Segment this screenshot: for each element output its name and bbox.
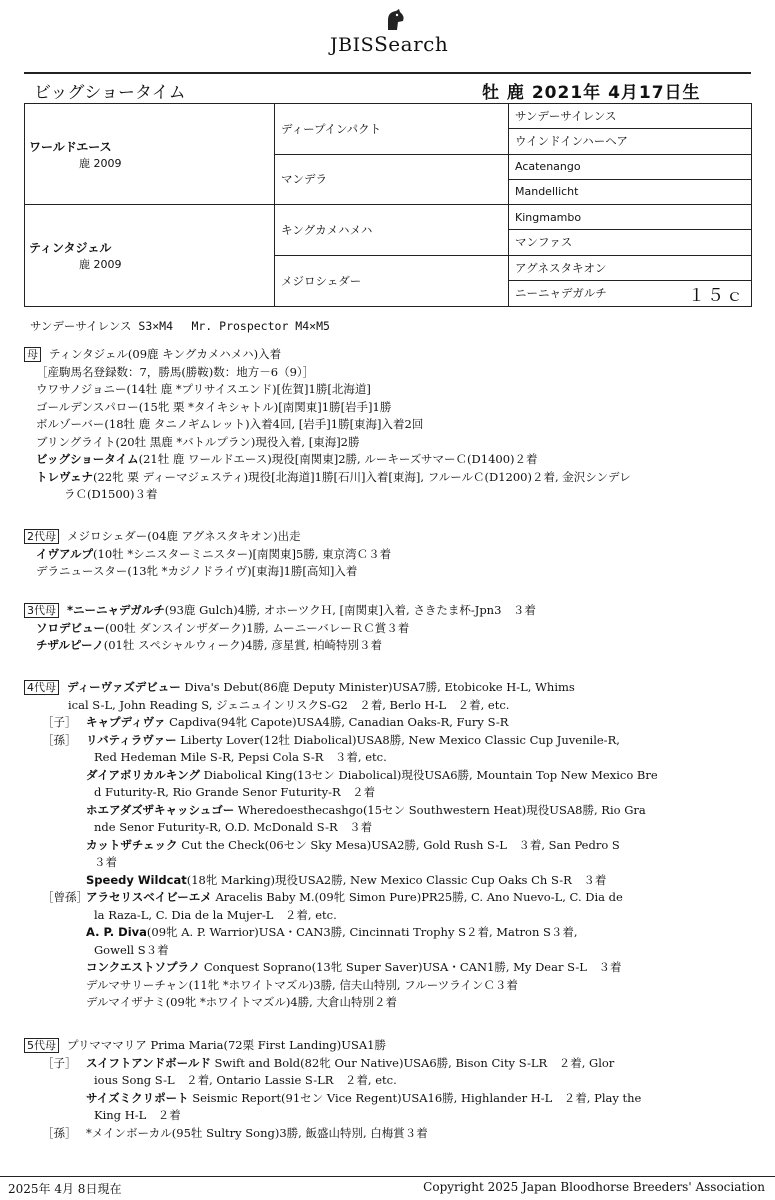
section-5th-dam (24, 1037, 641, 1142)
offspring-name[interactable]: Speedy Wildcat (86, 872, 187, 887)
section-head-name[interactable]: *ニーニャデガルチ (67, 603, 165, 617)
ped-g3-cell[interactable] (509, 281, 751, 306)
section-head-record: Diva's Debut(86鹿 Deputy Minister)USA7勝, Etobicoke H-L, Whims (180, 680, 575, 694)
offspring-record: Seismic Report(91セン Vice Regent)USA16勝, Highlander H-L ２着, Play the (188, 1090, 642, 1105)
sire-name: ワールドエース (29, 139, 112, 154)
offspring-record: Swift and Bold(82牝 Our Native)USA6勝, Bison City S-LR ２着, Glor (210, 1055, 615, 1070)
label-grandchild: ［孫］ (42, 1125, 77, 1140)
horse-meta: 牡 鹿 2021年 4月17日生 (482, 83, 701, 103)
offspring-record: (21牡 鹿 ワールドエース)現役[南関東]2勝, ルーキーズサマーＣ(D1400)２着 (138, 452, 538, 466)
offspring-record: Aracelis Baby M.(09牝 Simon Pure)PR25勝, C. Ano Nuevo-L, C. Dia de (211, 890, 623, 904)
offspring-record-cont: la Raza-L, C. Dia de la Mujer-L ２着, etc. (94, 907, 337, 922)
section-4th-dam (24, 679, 658, 1012)
section-sub: ［産駒馬名登録数：7，勝馬(勝鞍)数：地方－6（9）］ (36, 364, 315, 379)
inbreeding-cross: サンデーサイレンス S3×M4 Mr. Prospector M4×M5 (30, 319, 330, 333)
ped-g3-cell[interactable]: ウインドインハーヘア (509, 129, 751, 154)
offspring-record-cont: King H-L ２着 (94, 1108, 181, 1122)
offspring-name[interactable]: カットザチェック (86, 837, 178, 852)
offspring-record: (00牡 ダンスインザダーク)1勝, ムーニーバレーＲＣ賞３着 (105, 620, 410, 635)
label-grandchild: ［孫］ (42, 732, 77, 747)
ped-g3-cell[interactable]: サンデーサイレンス (509, 104, 751, 129)
label-child: ［子］ (42, 715, 77, 729)
ped-g2-cell[interactable]: キングカメハメハ (275, 205, 509, 256)
logo-text-search: Search (374, 32, 449, 56)
section-head: メジロシェダー(04鹿 アグネスタキオン)出走 (67, 529, 301, 543)
pedigree-table (24, 103, 752, 307)
offspring-name[interactable]: A. P. Diva (86, 925, 147, 939)
offspring-record-cont: ious Song S-L ２着, Ontario Lassie S-LR ２着, etc. (94, 1073, 397, 1087)
offspring-line: ブリングライト(20牡 黒鹿 *バトルプラン)現役入着, [東海]2勝 (36, 434, 360, 449)
offspring-record: (18牝 Marking)現役USA2勝, New Mexico Classic Cup Oaks Ch S-R ３着 (186, 872, 607, 887)
section-head-record: (93鹿 Gulch)4勝, オホーツクＨ, [南関東]入着, さきたま杯-Jpn3 ３着 (164, 603, 536, 617)
ped-g2-cell[interactable]: メジロシェダー (275, 256, 509, 307)
offspring-record-cont: ラＣ(D1500)３着 (64, 487, 158, 501)
offspring-line: ゴールデンスパロー(15牝 栗 *タイキシャトル)[南関東]1勝[岩手]1勝 (36, 399, 392, 414)
offspring-record: Cut the Check(06セン Sky Mesa)USA2勝, Gold Rush S-L ３着, San Pedro S (177, 837, 620, 852)
offspring-record-cont: nde Senor Futurity-R, O.D. McDonald S-R ３着 (94, 820, 373, 834)
offspring-line: ボルゾーバー(18牡 鹿 タニノギムレット)入着4回, [岩手]1勝[東海]入着2回 (36, 417, 424, 431)
section-2nd-dam (24, 528, 391, 581)
ped-g3-cell[interactable]: マンファス (509, 230, 751, 255)
logo-text-jbis: JBIS (330, 34, 375, 56)
jbis-search-logo (330, 6, 470, 56)
offspring-name[interactable]: チザルピーノ (36, 638, 104, 652)
footer-copyright: Copyright 2025 Japan Bloodhorse Breeders' Association (423, 1180, 765, 1194)
offspring-line: デルマサリーチャン(11牝 *ホワイトマズル)3勝, 信夫山特別, フルーツラインＣ３着 (86, 977, 518, 992)
section-head-cont: ical S-L, John Reading S, ジェニュインリスクS-G2 ２着, Berlo H-L ２着, etc. (68, 697, 510, 712)
offspring-record-cont: ３着 (94, 855, 117, 869)
ped-g3-name: ニーニャデガルチ (515, 286, 607, 301)
offspring-record: (10牡 *シニスターミニスター)[南関東]5勝, 東京湾Ｃ３着 (93, 546, 392, 561)
offspring-name[interactable]: リバティラヴァー (86, 732, 177, 747)
offspring-name[interactable]: イヴアルプ (36, 546, 94, 561)
section-dam (24, 346, 631, 504)
offspring-name[interactable]: キャプディヴァ (86, 715, 166, 729)
offspring-name[interactable]: スイフトアンドボールド (86, 1055, 211, 1070)
ped-g3-cell[interactable]: Mandellicht (509, 180, 751, 205)
sire-detail: 鹿 2009 (79, 156, 122, 170)
offspring-name[interactable]: ビッグショータイム (36, 452, 139, 466)
offspring-name[interactable]: ダイアボリカルキング (86, 767, 200, 782)
offspring-line: デルマイザナミ(09牝 *ホワイトマズル)4勝, 大倉山特別２着 (86, 995, 397, 1009)
section-head: プリマママリア Prima Maria(72栗 First Landing)USA1勝 (67, 1038, 386, 1052)
section-tag: 5代母 (24, 1038, 59, 1053)
horse-name: ビッグショータイム (34, 83, 186, 103)
offspring-record: Capdiva(94牝 Capote)USA4勝, Canadian Oaks-R, Fury S-R (165, 715, 509, 729)
ped-g2-cell[interactable]: マンデラ (275, 155, 509, 206)
horse-head-icon (382, 8, 408, 34)
offspring-record: Liberty Lover(12牡 Diabolical)USA8勝, New Mexico Classic Cup Juvenile-R, (176, 732, 620, 747)
offspring-name[interactable]: アラセリスベイビーエメ (86, 890, 212, 904)
footer-date: 2025年 4月 8日現在 (8, 1182, 122, 1196)
ped-g3-cell[interactable]: Acatenango (509, 155, 751, 180)
offspring-record: (09牝 A. P. Warrior)USA・CAN3勝, Cincinnati Trophy S２着, Matron S３着, (146, 925, 578, 939)
sire-cell[interactable] (25, 104, 275, 205)
offspring-record: Conquest Soprano(13牝 Super Saver)USA・CAN1勝, My Dear S-L ３着 (200, 960, 622, 974)
section-3rd-dam (24, 602, 536, 655)
offspring-name[interactable]: トレヴェナ (36, 469, 94, 484)
family-number: １５ｃ (688, 285, 745, 306)
offspring-line: デラニュースター(13牝 *カジノドライヴ)[東海]1勝[高知]入着 (36, 564, 358, 578)
offspring-record-cont: Red Hedeman Mile S-R, Pepsi Cola S-R ３着, etc. (94, 750, 387, 764)
offspring-line: ウワサノジョニー(14牡 鹿 *プリサイスエンド)[佐賀]1勝[北海道] (36, 382, 371, 396)
dam-detail: 鹿 2009 (79, 258, 122, 271)
offspring-name[interactable]: コンクエストソプラノ (86, 960, 201, 974)
header-rule (24, 72, 751, 74)
offspring-record-cont: Gowell S３着 (94, 942, 169, 957)
dam-name: ティンタジェル (29, 241, 112, 255)
offspring-record: (22牝 栗 ディーマジェスティ)現役[北海道]1勝[石川]入着[東海], フルールＣ(D1200)２着, 金沢シンデレ (93, 469, 631, 484)
dam-cell[interactable] (25, 205, 275, 306)
ped-g2-cell[interactable]: ディープインパクト (275, 104, 509, 155)
ped-g3-cell[interactable]: アグネスタキオン (509, 256, 751, 281)
offspring-record: (01牡 スペシャルウィーク)4勝, 彦星賞, 柏崎特別３着 (103, 638, 383, 652)
ped-g3-cell[interactable]: Kingmambo (509, 205, 751, 230)
section-tag: 3代母 (24, 603, 59, 618)
section-tag: 4代母 (24, 680, 59, 695)
offspring-name[interactable]: ソロデビュー (36, 620, 105, 635)
offspring-name[interactable]: サイズミクリポート (86, 1090, 189, 1105)
section-head: ティンタジェル(09鹿 キングカメハメハ)入着 (49, 347, 282, 361)
label-child: ［子］ (42, 1055, 77, 1070)
section-head-name[interactable]: ディーヴァズデビュー (67, 680, 181, 694)
offspring-line: *メインボーカル(95牡 Sultry Song)3勝, 飯盛山特別, 白梅賞３着 (86, 1125, 428, 1140)
section-tag: 母 (24, 347, 41, 362)
footer-rule (0, 1176, 775, 1177)
offspring-record-cont: d Futurity-R, Rio Grande Senor Futurity-R ２着 (94, 785, 376, 799)
offspring-record: Wheredoesthecashgo(15セン Southwestern Heat)現役USA8勝, Rio Gra (234, 802, 646, 817)
label-great-grandchild: ［曾孫］ (42, 890, 88, 904)
section-tag: 2代母 (24, 529, 59, 544)
offspring-record: Diabolical King(13セン Diabolical)現役USA6勝, Mountain Top New Mexico Bre (199, 767, 658, 782)
offspring-name[interactable]: ホエアダズザキャッシュゴー (86, 802, 235, 817)
